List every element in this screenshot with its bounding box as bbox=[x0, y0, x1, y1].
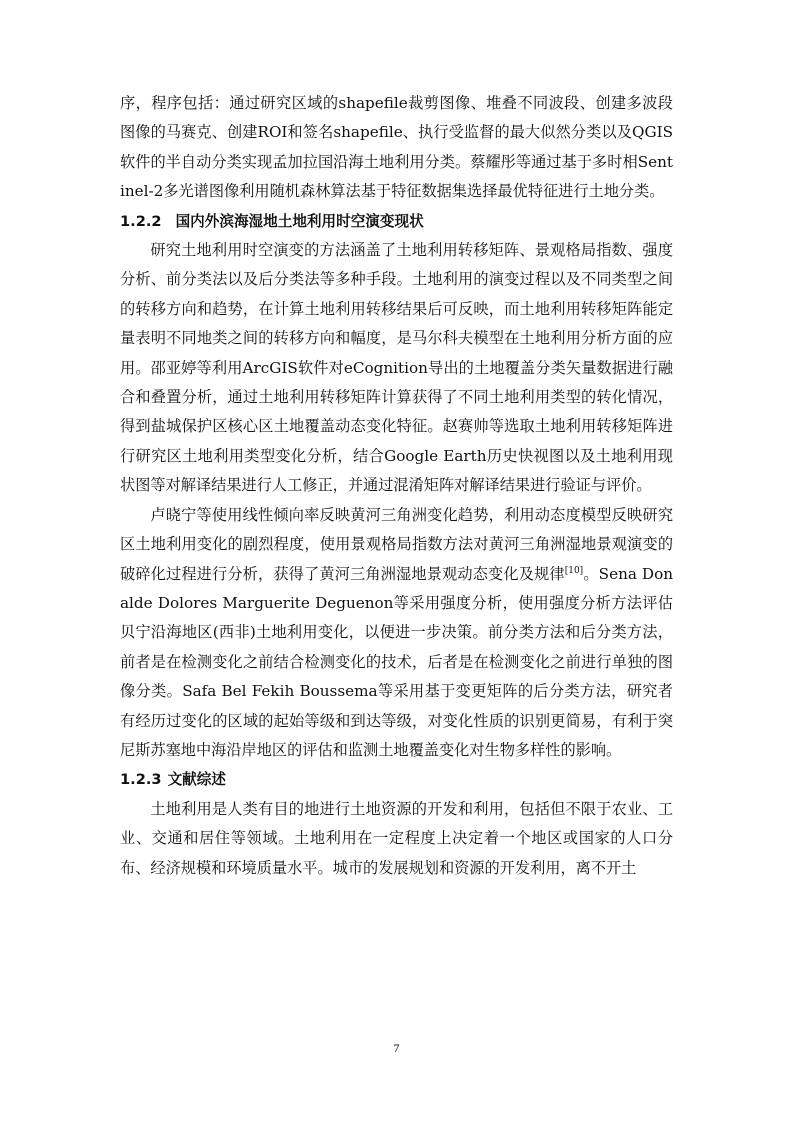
section-heading-1-2-3 bbox=[120, 765, 673, 794]
section-heading-1-2-2 bbox=[120, 207, 673, 236]
paragraph-yellow-river-delta bbox=[120, 501, 673, 766]
paragraph-land-use-methods: 研究土地利用时空演变的方法涵盖了土地利用转移矩阵、景观格局指数、强度分析、前分类法以及后分类法等多种手段。土地利用的演变过程以及不同类型之间的转移方向和趋势，在计算土地利用转移结果后可反映，而土地利用转移矩阵能定量表明不同地类之间的转移方向和幅度，是马尔科夫模型在土地利用分析方面的应用。邵亚婷等利用ArcGIS软件对eCognition导出的土地覆盖分类矢量数据进行融合和叠置分析，通过土地利用转移矩阵计算获得了不同土地利用类型的转化情况，得到盐城保护区核心区土地覆盖动态变化特征。赵赛帅等选取土地利用转移矩阵进行研究区土地利用类型变化分析，结合Google Earth历史快视图以及土地利用现状图等对解译结果进行人工修正，并通过混淆矩阵对解译结果进行验证与评价。 bbox=[120, 241, 673, 495]
section-number: 1.2.3 bbox=[120, 771, 162, 789]
paragraph-text: 卢晓宁等使用线性倾向率反映黄河三角洲变化趋势，利用动态度模型反映研究区土地利用变化的剧烈程度，使用景观格局指数方法对黄河三角洲湿地景观演变的破碎化过程进行分析，获得了黄河三角洲湿地景观动态变化及规律 bbox=[120, 505, 673, 583]
paragraph-literature-review: 土地利用是人类有目的地进行土地资源的开发和利用，包括但不限于农业、工业、交通和居住等领域。土地利用在一定程度上决定着一个地区或国家的人口分布、经济规模和环境质量水平。城市的发展规划和资源的开发利用，离不开土 bbox=[120, 799, 673, 877]
paragraph-text: 。Sena Donalde Dolores Marguerite Deguenon等采用强度分析，使用强度分析方法评估贝宁沿海地区(西非)土地利用变化，以便进一步决策。前分类方法和后分类方法，前者是在检测变化之前结合检测变化的技术，后者是在检测变化之前进行单独的图像分类。Safa Bel Fekih Boussema等采用基于变更矩阵的后分类方法，研究者有经历过变化的区域的起始等级和到达等级，对变化性质的识别更简易，有利于突尼斯苏塞地中海沿岸地区的评估和监测土地覆盖变化对生物多样性的影响。 bbox=[120, 564, 673, 759]
section-title: 文献综述 bbox=[167, 771, 226, 789]
section-title: 国内外滨海湿地土地利用时空演变现状 bbox=[175, 212, 424, 230]
paragraph-continued: 序，程序包括：通过研究区域的shapefile裁剪图像、堆叠不同波段、创建多波段图像的马赛克、创建ROI和签名shapefile、执行受监督的最大似然分类以及QGIS软件的半自动分类实现孟加拉国沿海土地利用分类。蔡耀彤等通过基于多时相Sentinel-2多光谱图像利用随机森林算法基于特征数据集选择最优特征进行土地分类。 bbox=[120, 94, 673, 201]
page-number: 7 bbox=[393, 1041, 400, 1055]
document-body bbox=[120, 89, 673, 883]
citation-ref: [10] bbox=[564, 565, 584, 576]
section-number: 1.2.2 bbox=[120, 212, 162, 230]
